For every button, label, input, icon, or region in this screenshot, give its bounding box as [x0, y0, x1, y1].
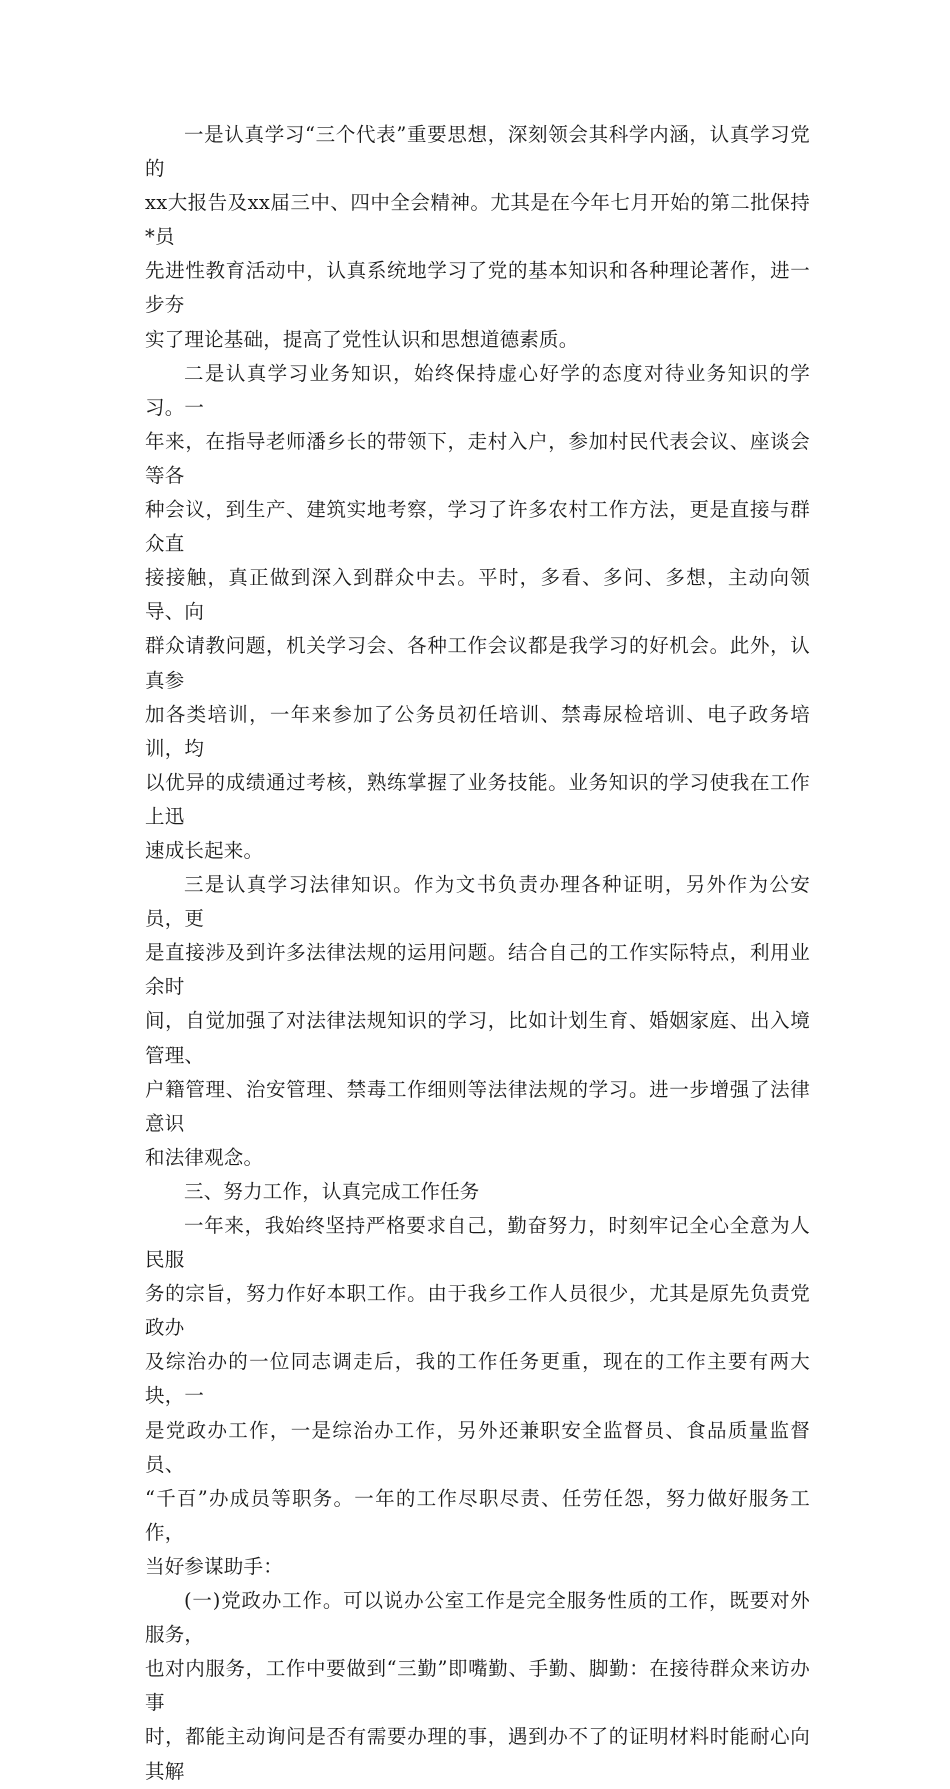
document-body	[145, 118, 810, 1789]
paragraph-study-theory: 一是认真学习“三个代表”重要思想，深刻领会其科学内涵，认真学习党的 xx大报告及xx届三中、四中全会精神。尤其是在今年七月开始的第二批保持*员 先进性教育活动中，认真系统地学习了党的基本知识和各种理论著作，进一步夯 实了理论基础，提高了党性认识和思想道德素质。	[145, 123, 810, 351]
paragraph-party-office: (一)党政办工作。可以说办公室工作是完全服务性质的工作，既要对外服务， 也对内服务，工作中要做到“三勤”即嘴勤、手勤、脚勤：在接待群众来访办事 时，都能主动询问是否有需要办理的事，遇到办不了的证明材料时能耐心向其解	[145, 1589, 810, 1783]
paragraph-work-overview: 一年来，我始终坚持严格要求自己，勤奋努力，时刻牢记全心全意为人民服 务的宗旨，努力作好本职工作。由于我乡工作人员很少，尤其是原先负责党政办 及综治办的一位同志调走后，我的工作任务更重，现在的工作主要有两大块，一 是党政办工作，一是综治办工作，另外还兼职安全监督员、食品质量监督员、 “千百”办成员等职务。一年的工作尽职尽责、任劳任怨，努力做好服务工作， 当好参谋助手：	[145, 1214, 810, 1578]
paragraph-study-business: 二是认真学习业务知识，始终保持虚心好学的态度对待业务知识的学习。一 年来，在指导老师潘乡长的带领下，走村入户，参加村民代表会议、座谈会等各 种会议，到生产、建筑实地考察，学习了许多农村工作方法，更是直接与群众直 接接触，真正做到深入到群众中去。平时，多看、多问、多想，主动向领导、向 群众请教问题，机关学习会、各种工作会议都是我学习的好机会。此外，认真参 加各类培训，一年来参加了公务员初任培训、禁毒尿检培训、电子政务培训，均 以优异的成绩通过考核，熟练掌握了业务技能。业务知识的学习使我在工作上迅 速成长起来。	[145, 361, 810, 862]
paragraph-study-law: 三是认真学习法律知识。作为文书负责办理各种证明，另外作为公安员，更 是直接涉及到许多法律法规的运用问题。结合自己的工作实际特点，利用业余时 间，自觉加强了对法律法规知识的学习，比如计划生育、婚姻家庭、出入境管理、 户籍管理、治安管理、禁毒工作细则等法律法规的学习。进一步增强了法律意识 和法律观念。	[145, 873, 810, 1169]
section-heading-work: 三、努力工作，认真完成工作任务	[184, 1179, 480, 1203]
